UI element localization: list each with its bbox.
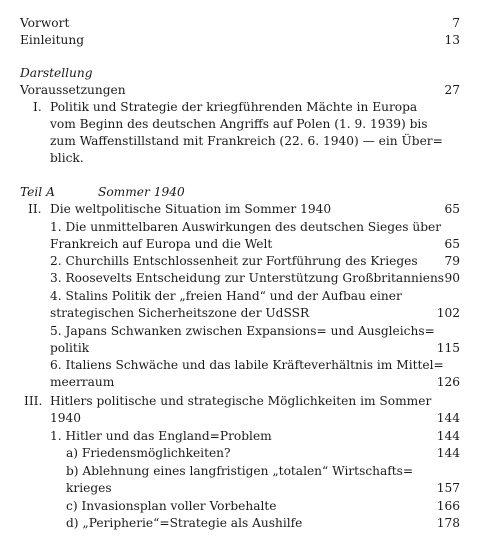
toc-section-page: 144 [436, 429, 460, 443]
toc-chapter-numeral: I. [33, 100, 42, 114]
toc-part-label: Teil A [20, 185, 55, 199]
toc-section-line: 1. Die unmittelbaren Auswirkungen des deutschen Sieges über [50, 220, 442, 234]
toc-chapter-line: blick. [50, 151, 84, 165]
toc-subsection-line: krieges [66, 481, 112, 495]
toc-chapter-line: 1940 [50, 411, 82, 425]
toc-section-line: 5. Japans Schwanken zwischen Expansions= und Ausgleichs= [50, 324, 435, 338]
toc-heading-darstellung: Darstellung [20, 66, 93, 80]
toc-entry-voraussetzungen: Voraussetzungen [20, 83, 126, 97]
toc-subsection-line: a) Friedensmöglichkeiten? [66, 446, 231, 460]
toc-subsection-page: 166 [436, 499, 460, 513]
toc-subsection-line: c) Invasionsplan voller Vorbehalte [66, 499, 277, 513]
toc-chapter-page: 65 [444, 202, 460, 216]
toc-entry-vorwort: Vorwort [20, 16, 70, 30]
toc-subsection-page: 157 [436, 481, 460, 495]
toc-chapter-line: vom Beginn des deutschen Angriffs auf Polen (1. 9. 1939) bis [50, 117, 428, 131]
toc-section-page: 115 [436, 341, 460, 355]
toc-part-title: Sommer 1940 [98, 185, 185, 199]
toc-entry-einleitung: Einleitung [20, 33, 85, 47]
toc-page-voraussetzungen: 27 [444, 83, 460, 97]
toc-page-vorwort: 7 [452, 16, 460, 30]
toc-section-page: 126 [436, 375, 460, 389]
toc-chapter-title: Die weltpolitische Situation im Sommer 1940 [50, 202, 332, 216]
toc-section-line: 2. Churchills Entschlossenheit zur Fortführung des Krieges [50, 254, 418, 268]
toc-section-page: 79 [444, 254, 460, 268]
toc-page-einleitung: 13 [444, 33, 460, 47]
toc-section-line: 3. Roosevelts Entscheidung zur Unterstützung Großbritanniens [50, 271, 445, 285]
toc-section-line: strategischen Sicherheitszone der UdSSR [50, 306, 310, 320]
toc-section-line: 6. Italiens Schwäche und das labile Kräfteverhältnis im Mittel= [50, 358, 444, 372]
toc-section-page: 90 [444, 271, 460, 285]
toc-section-line: Frankreich auf Europa und die Welt [50, 237, 273, 251]
toc-section-page: 65 [444, 237, 460, 251]
toc-subsection-page: 144 [436, 446, 460, 460]
toc-chapter-numeral: III. [24, 394, 43, 408]
toc-chapter-page: 144 [436, 411, 460, 425]
toc-subsection-page: 178 [436, 516, 460, 530]
toc-section-line: meerraum [50, 375, 115, 389]
toc-chapter-line: Politik und Strategie der kriegführenden Mächte in Europa [50, 100, 418, 114]
toc-chapter-line: zum Waffenstillstand mit Frankreich (22. 6. 1940) — ein Über= [50, 134, 443, 148]
toc-chapter-line: Hitlers politische und strategische Möglichkeiten im Sommer [50, 394, 432, 408]
toc-section-line: 1. Hitler und das England=Problem [50, 429, 272, 443]
toc-section-line: politik [50, 341, 90, 355]
toc-section-line: 4. Stalins Politik der „freien Hand“ und der Aufbau einer [50, 289, 402, 303]
toc-chapter-numeral: II. [28, 202, 42, 216]
toc-subsection-line: b) Ablehnung eines langfristigen „totalen“ Wirtschafts= [66, 464, 414, 478]
toc-section-page: 102 [436, 306, 460, 320]
toc-subsection-line: d) „Peripherie“=Strategie als Aushilfe [66, 516, 303, 530]
